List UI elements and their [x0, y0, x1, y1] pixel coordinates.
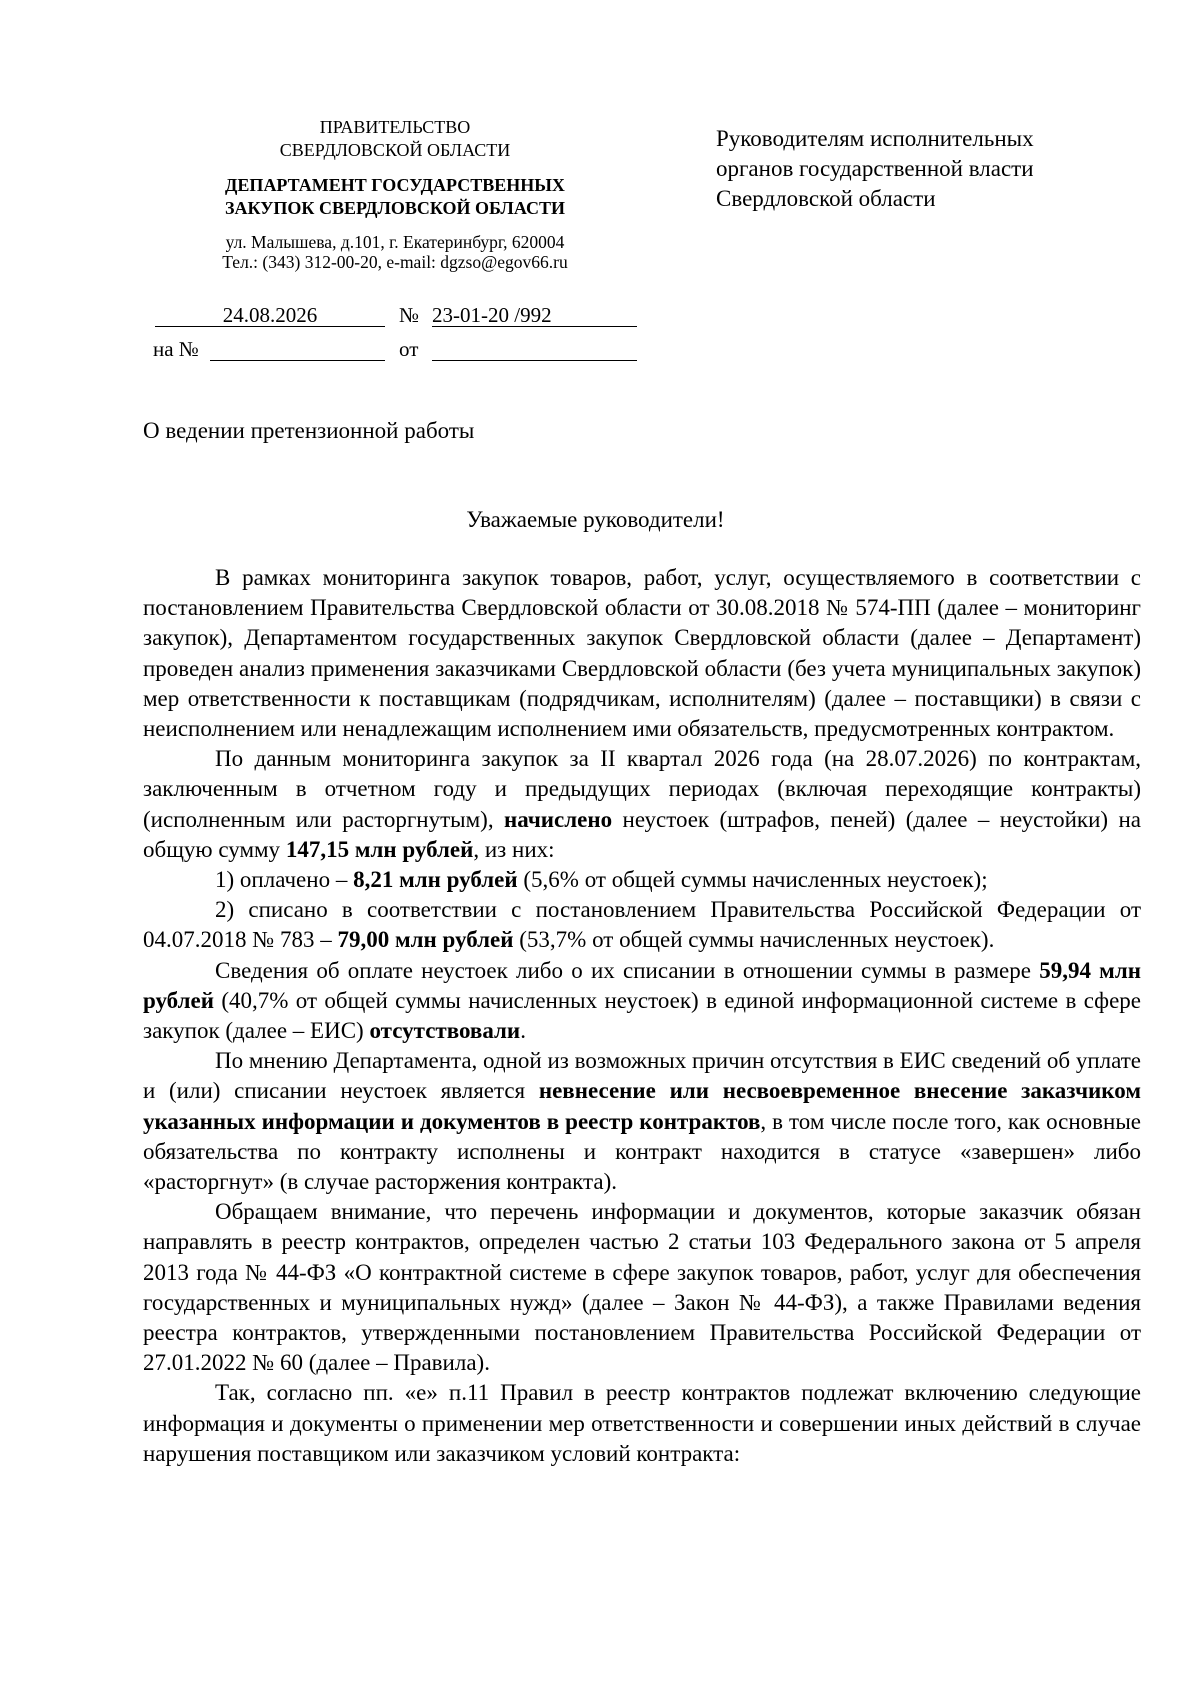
government-name-line2: СВЕРДЛОВСКОЙ ОБЛАСТИ — [279, 140, 511, 160]
total-penalties-amount: 147,15 млн рублей — [285, 836, 474, 862]
letterhead — [140, 116, 650, 272]
paragraph-2-end: , из них: — [473, 836, 555, 862]
from-label: от — [399, 337, 419, 361]
non-submission-emphasis: невнесение или несвоевременное внесение заказчиком указанных информации и документов в реестр контрактов — [143, 1078, 1141, 1134]
paragraph-4 — [143, 895, 1141, 955]
missing-info-amount: 59,94 млн рублей — [143, 957, 1142, 1013]
department-address: ул. Малышева, д.101, г. Екатеринбург, 620004 — [225, 232, 565, 252]
salutation: Уважаемые руководители! — [466, 507, 725, 532]
paragraph-6-text-2: , в том числе после того, как основные обязательства по контракту исполнены и контракт находится в статусе «завершен» либо «расторгнут» (в случае расторжения контракта). — [143, 1108, 1141, 1195]
letter-subject: О ведении претензионной работы — [143, 418, 475, 443]
reference-label: на № — [153, 337, 199, 361]
department-contacts: Тел.: (343) 312-00-20, e-mail: dgzso@egov66.ru — [222, 252, 568, 272]
reference-date-underline — [432, 360, 637, 361]
department-name-line2: ЗАКУПОК СВЕРДЛОВСКОЙ ОБЛАСТИ — [225, 198, 565, 218]
paragraph-5-end: . — [520, 1018, 526, 1044]
paid-share: (5,6% от общей суммы начисленных неустоек); — [523, 867, 988, 893]
paragraph-6-text: По мнению Департамента, одной из возможных причин отсутствия в ЕИС сведений об уплате и (или) списании неустоек является — [143, 1048, 1141, 1104]
number-label: № — [399, 303, 420, 327]
paragraph-7: Обращаем внимание, что перечень информации и документов, которые заказчик обязан направлять в реестр контрактов, определен частью 2 статьи 103 Федерального закона от 5 апреля 2013 года № 44-ФЗ «О контрактной системе в сфере закупок товаров, работ, услуг для обеспечения государственных и муниципальных нужд» (далее – Закон № 44-ФЗ), а также Правилами ведения реестра контрактов, утвержденными постановлением Правительства Российской Федерации от 27.01.2022 № 60 (далее – Правила). — [143, 1199, 1141, 1376]
department-name — [140, 174, 650, 220]
written-off-share: (53,7% от общей суммы начисленных неустоек). — [519, 927, 995, 953]
reference-number-underline — [210, 360, 385, 361]
accrued-emphasis: начислено — [504, 806, 613, 832]
paragraph-5-text: Сведения об оплате неустоек либо о их списании в отношении суммы в размере — [215, 957, 1031, 983]
department-address-block — [140, 232, 650, 272]
paragraph-2 — [143, 744, 1141, 865]
recipient-line2: органов государственной власти — [716, 156, 1034, 181]
government-name-line1: ПРАВИТЕЛЬСТВО — [319, 117, 471, 137]
paragraph-1: В рамках мониторинга закупок товаров, работ, услуг, осуществляемого в соответствии с постановлением Правительства Свердловской области от 30.08.2018 № 574-ПП (далее – мониторинг закупок), Департаментом государственных закупок Свердловской области (далее – Департамент) проведен анализ применения заказчиками Свердловской области (без учета муниципальных закупок) мер ответственности к поставщикам (подрядчикам, исполнителям) (далее – поставщики) в связи с неисполнением или ненадлежащим исполнением ими обязательств, предусмотренных контрактом. — [143, 565, 1141, 742]
paragraph-8: Так, согласно пп. «е» п.11 Правил в реестр контрактов подлежат включению следующие информация и документы о применении мер ответственности и совершении иных действий в случае нарушения поставщиком или заказчиком условий контракта: — [143, 1380, 1141, 1466]
paragraph-2-text-2: неустоек (штрафов, пеней) (далее – неустойки) на общую сумму — [143, 806, 1141, 862]
recipient-block — [716, 124, 1156, 214]
paragraph-2-text: По данным мониторинга закупок за II квартал 2026 года (на 28.07.2026) по контрактам, заключенным в отчетном году и предыдущих периодах (включая переходящие контракты) (исполненным или расторгнутым), — [143, 746, 1141, 832]
absent-emphasis: отсутствовали — [369, 1018, 521, 1044]
paragraph-3 — [143, 865, 1141, 895]
outgoing-date: 24.08.2026 — [222, 303, 318, 327]
outgoing-number: 23-01-20 /992 — [432, 303, 552, 327]
recipient-line1: Руководителям исполнительных — [716, 126, 1034, 151]
department-name-line1: ДЕПАРТАМЕНТ ГОСУДАРСТВЕННЫХ — [225, 175, 565, 195]
paragraph-5-text-2: (40,7% от общей суммы начисленных неустоек) в единой информационной системе в сфере закупок (далее – ЕИС) — [143, 987, 1141, 1044]
letter-body — [143, 563, 1141, 1469]
recipient-line3: Свердловской области — [716, 186, 936, 211]
written-off-label: 2) списано в соответствии с постановлением Правительства Российской Федерации от 04.07.2018 № 783 – — [143, 897, 1141, 953]
written-off-amount: 79,00 млн рублей — [337, 927, 514, 953]
paid-label: 1) оплачено – — [215, 867, 348, 893]
paragraph-6 — [143, 1046, 1141, 1197]
paid-amount: 8,21 млн рублей — [353, 867, 518, 893]
paragraph-5 — [143, 956, 1141, 1047]
